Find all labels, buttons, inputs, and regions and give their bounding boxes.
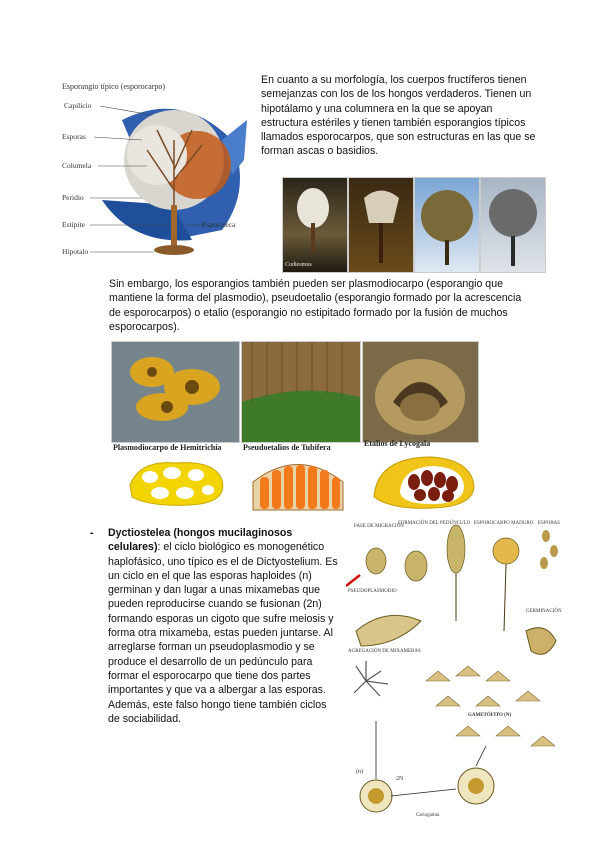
label-esporoteca: Esporoteca	[202, 220, 236, 229]
diagram-title: Esporangio típico (esporocarpo)	[62, 82, 166, 91]
photo-pseudoetalio	[241, 341, 361, 443]
dictyostelea-text	[108, 526, 340, 726]
cycle-label-migracion: FASE DE MIGRACIÓN	[354, 524, 404, 529]
esporangio-diagram	[62, 80, 257, 265]
caption-plasmodiocarpo: Plasmodiocarpo de Hemitrichia	[113, 443, 222, 452]
cycle-label-germinacion: GERMINACIÓN	[526, 609, 562, 614]
caption-etalio: Etalios de Lycogala	[364, 439, 431, 448]
label-columela: Columela	[62, 161, 92, 170]
dictyostelea-title: Dyctiostelea (hongos mucilaginosos celulares)	[108, 527, 293, 554]
cycle-label-2n: 2N	[396, 776, 404, 782]
label-peridio: Peridio	[62, 193, 84, 202]
cycle-label-cariogamia: Cariogamia	[416, 813, 440, 818]
label-hipotalo: Hipotalo	[62, 247, 89, 256]
photo-etalio	[362, 341, 479, 443]
paragraph-esporangios: Sin embargo, los esporangios también pueden ser plasmodiocarpo (esporangio que mantiene la forma del plasmodio), pseudoetalio (esporangio formado por la acrescencia de esporocarpos) o etalio (esporangio no estipitado formado por la fusión de muchos esporocarpos).	[109, 278, 522, 333]
cycle-label-pseudoplasmodio: PSEUDOPLASMODIO	[348, 589, 397, 594]
photo-sporangium-2	[348, 177, 414, 273]
photo-caption-codiesmus: Codiesmus	[285, 262, 312, 268]
cycle-label-gametofito: GAMETÓFITO (N)	[468, 713, 512, 718]
cycle-label-pedunculo: FORMACIÓN DEL PEDÚNCULO	[398, 521, 471, 526]
photo-sporangium-4	[480, 177, 546, 273]
photo-row-top	[282, 177, 544, 272]
caption-pseudoetalio: Pseudoetalios de Tubifera	[243, 443, 331, 452]
photo-sporangium-3	[414, 177, 480, 273]
cycle-label-agregacion: AGREGACIÓN DE MIXAMEBAS	[348, 649, 421, 654]
photo-plasmodiocarpo	[111, 341, 240, 443]
label-esporas: Esporas	[62, 132, 86, 141]
cycle-label-n: (n)	[356, 769, 363, 775]
cycle-label-esporas: ESPORAS	[538, 521, 560, 526]
drawing-etalio	[372, 452, 477, 512]
paragraph-morfologia: En cuanto a su morfología, los cuerpos fructíferos tienen semejanzas con los de los hongos verdaderos. Tienen un hipotálamo y una columnera en la que se apoyan estructura estériles y tienen también esporangios típicos llamados esporocarpos, que son estructuras en las que se forman ascas o basidios.	[261, 74, 536, 158]
drawing-pseudoetalio	[248, 452, 348, 514]
drawing-plasmodiocarpo	[120, 455, 230, 510]
label-estipite: Estípite	[62, 220, 85, 229]
dictyostelea-body: : el ciclo biológico es monogenético haplofásico, uno típico es el de Dictyostelium. Es un ciclo en el que las esporas haploides (n) germinan y dan lugar a unas mixamebas que pueden reproducirse cuando se fusionan (2n) formando esporas un cigoto que sufre meiosis y forma otra mixameba, estas pueden juntarse. Al arreglarse forman un pseudoplasmodio y se produce el desarrollo de un pedúnculo para formar el esporocarpo que tiene dos partes importantes y que va a albergar a las esporas.	[108, 541, 338, 697]
dictyostelea-body2: Además, este falso hongo tiene también ciclos de sociabilidad.	[108, 698, 327, 725]
life-cycle-diagram	[346, 521, 566, 826]
cycle-label-esporocarpo: ESPOROCARPO MADURO	[474, 521, 534, 526]
bullet-dash: -	[90, 527, 94, 539]
label-capilicio: Capilicio	[64, 101, 92, 110]
photo-sporangium-1	[282, 177, 348, 273]
